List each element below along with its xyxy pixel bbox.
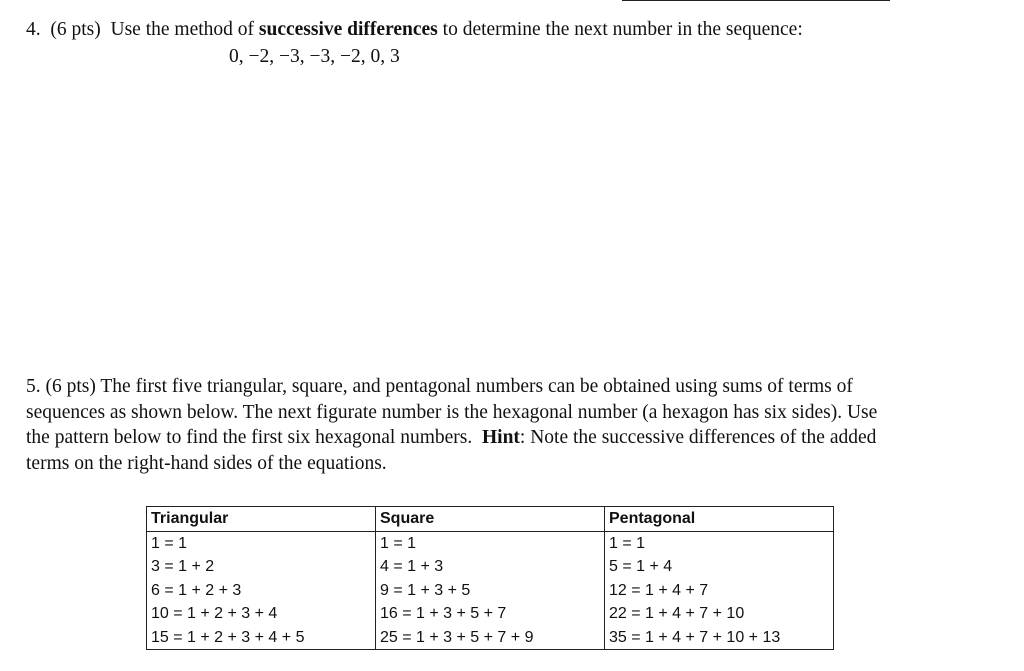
table-cell: 10 = 1 + 2 + 3 + 4	[147, 602, 376, 626]
question-5-line-3-after: : Note the successive differences of the added	[519, 427, 877, 448]
header-triangular: Triangular	[147, 507, 376, 532]
question-5-prompt	[26, 374, 1016, 476]
question-5-line-3-before: the pattern below to find the first six hexagonal numbers.	[26, 427, 473, 448]
question-5-line-4: terms on the right-hand sides of the equations.	[26, 452, 387, 474]
table-cell: 12 = 1 + 4 + 7	[605, 579, 834, 603]
table-cell: 25 = 1 + 3 + 5 + 7 + 9	[376, 626, 605, 650]
question-5-line-2: sequences as shown below. The next figurate number is the hexagonal number (a hexagon has six sides). Use	[26, 401, 878, 423]
table-row	[147, 626, 834, 650]
table-cell: 6 = 1 + 2 + 3	[147, 579, 376, 603]
question-5-line-3	[26, 425, 1016, 451]
figurate-numbers-table	[146, 506, 834, 650]
table-cell: 1 = 1	[605, 531, 834, 555]
table-row	[147, 579, 834, 603]
header-square: Square	[376, 507, 605, 532]
top-rule	[622, 0, 890, 1]
table-cell: 4 = 1 + 3	[376, 555, 605, 579]
table-cell: 3 = 1 + 2	[147, 555, 376, 579]
table-cell: 1 = 1	[376, 531, 605, 555]
table-cell: 9 = 1 + 3 + 5	[376, 579, 605, 603]
question-4-prompt	[26, 17, 803, 43]
question-4-text-after: to determine the next number in the sequence:	[442, 19, 803, 40]
table-row	[147, 531, 834, 555]
question-4-text-before: Use the method of	[110, 19, 255, 40]
table-cell: 1 = 1	[147, 531, 376, 555]
table-header-row	[147, 507, 834, 532]
table-cell: 5 = 1 + 4	[605, 555, 834, 579]
table-cell: 16 = 1 + 3 + 5 + 7	[376, 602, 605, 626]
table-row	[147, 555, 834, 579]
hint-label: Hint	[481, 427, 520, 448]
question-4-sequence: 0, −2, −3, −3, −2, 0, 3	[229, 46, 400, 67]
table-cell: 15 = 1 + 2 + 3 + 4 + 5	[147, 626, 376, 650]
question-4-points: (6 pts)	[50, 19, 101, 40]
question-4-bold-term: successive differences	[258, 19, 438, 40]
question-4-number: 4.	[26, 19, 41, 40]
table-cell: 22 = 1 + 4 + 7 + 10	[605, 602, 834, 626]
question-5-line-1: 5. (6 pts) The first five triangular, square, and pentagonal numbers can be obtained using sums of terms of	[26, 376, 853, 397]
table-cell: 35 = 1 + 4 + 7 + 10 + 13	[605, 626, 834, 650]
table-row	[147, 602, 834, 626]
header-pentagonal: Pentagonal	[605, 507, 834, 532]
